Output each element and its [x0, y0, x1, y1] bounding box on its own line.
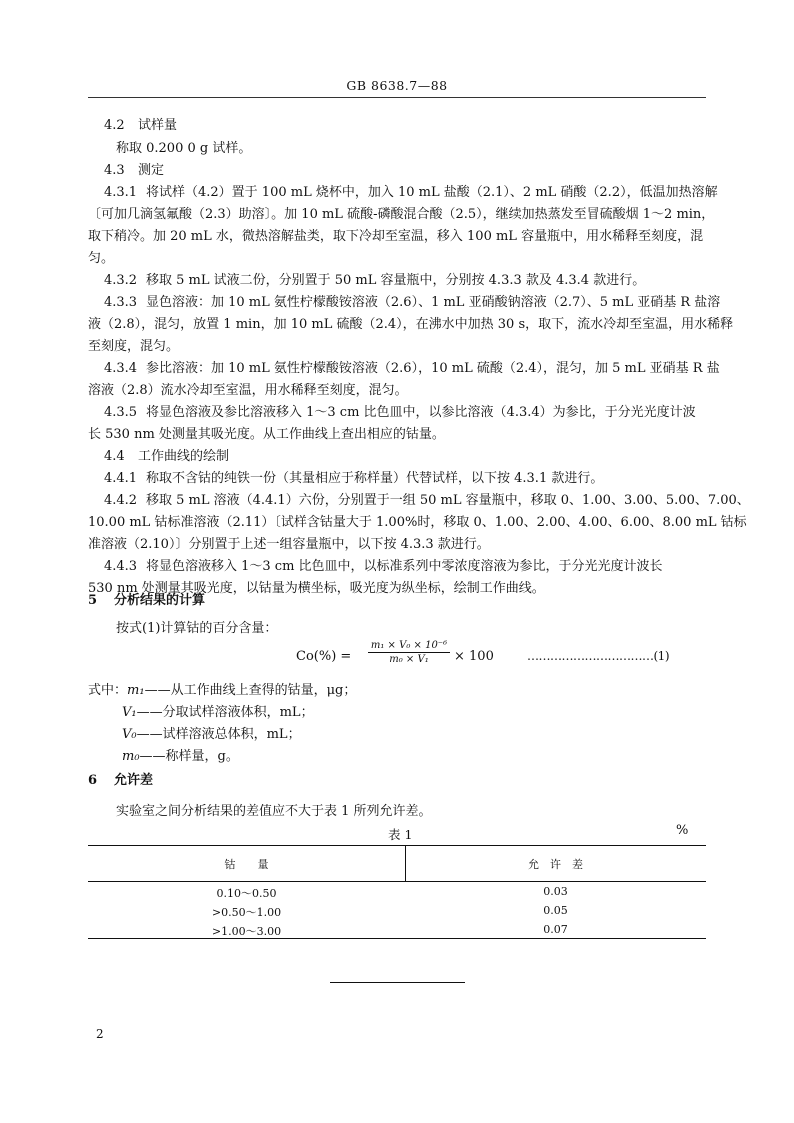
clause-num: 4.4.1 — [104, 471, 138, 486]
section-4-4-heading — [104, 448, 722, 465]
para-text: 将显色溶液及参比溶液移入 1～3 cm 比色皿中，以参比溶液（4.3.4）为参比，于分光光度计波 — [146, 405, 696, 420]
para-text: 移取 5 mL 试液二份，分别置于 50 mL 容量瓶中，分别按 4.3.3 款及 4.3.4 款进行。 — [146, 273, 646, 288]
section-title: 允许差 — [114, 773, 154, 788]
table-caption: 表 1 — [388, 827, 413, 842]
def-desc: ——试样溶液总体积，mL； — [136, 727, 301, 742]
equation-label: ……………………………(1) — [527, 649, 669, 663]
section-num: 4.2 — [104, 118, 125, 133]
table-cell: 0.03 — [543, 885, 568, 898]
def-desc: ——从工作曲线上查得的钴量，μg； — [144, 683, 357, 698]
clause-num: 4.4.3 — [104, 559, 138, 574]
equation-denominator: m₀ × V₁ — [389, 654, 429, 665]
table-header-cell: 钴 量 — [224, 858, 269, 871]
para-4-4-2-line — [104, 492, 750, 509]
para-4-4-2-line: 准溶液（2.10）〕分别置于上述一组容量瓶中，以下按 4.3.3 款进行。 — [88, 537, 490, 552]
running-header: GB 8638.7—88 — [346, 78, 448, 93]
where-label: 式中： — [88, 683, 128, 698]
para-4-3-5-line: 长 530 nm 处测量其吸光度。从工作曲线上查出相应的钴量。 — [88, 427, 445, 442]
para-4-3-3-line: 液（2.8），混匀，放置 1 min，加 10 mL 硫酸（2.4），在沸水中加热 30 s，取下，流水冷却至室温，用水稀释 — [88, 317, 734, 332]
tolerance-table — [88, 845, 706, 939]
para-4-3-2-line — [104, 272, 722, 289]
table-cell: >0.50～1.00 — [211, 906, 282, 919]
para-4-3-5-line — [104, 404, 722, 421]
clause-num: 4.3.5 — [104, 405, 138, 420]
section-title: 试样量 — [138, 118, 178, 133]
table-rule-top — [88, 845, 706, 846]
table-header-cell: 允 许 差 — [528, 858, 583, 871]
para-text: 移取 5 mL 溶液（4.4.1）六份，分别置于一组 50 mL 容量瓶中，移取 0、1.00、3.00、5.00、7.00、 — [146, 493, 750, 508]
section-4-3-heading — [104, 162, 722, 179]
para-4-3-1-line: 取下稍冷。加 20 mL 水，微热溶解盐类，取下冷却至室温，移入 100 mL 容量瓶中，用水稀释至刻度，混 — [88, 229, 704, 244]
para-4-4-3-line: 530 nm 处测量其吸光度，以钴量为横坐标，吸光度为纵坐标，绘制工作曲线。 — [88, 581, 545, 596]
para-4-3-1-line: 匀。 — [88, 251, 115, 266]
def-line — [122, 704, 740, 721]
def-symbol: V₁ — [122, 705, 137, 720]
para-4-4-3-line — [104, 558, 722, 575]
section-6-heading — [88, 772, 706, 789]
table-rule-mid — [88, 881, 706, 882]
para-4-3-4-line: 溶液（2.8）流水冷却至室温，用水稀释至刻度，混匀。 — [88, 383, 408, 398]
section-num: 6 — [88, 773, 98, 788]
para-text: 将显色溶液移入 1～3 cm 比色皿中，以标准系列中零浓度溶液为参比，于分光光度计波长 — [146, 559, 663, 574]
clause-num: 4.3.3 — [104, 295, 138, 310]
def-desc: ——分取试样溶液体积，mL； — [136, 705, 314, 720]
header-rule — [88, 97, 706, 98]
end-rule — [330, 982, 465, 983]
para-4-3-1-line: 〔可加几滴氢氟酸（2.3）助溶〕。加 10 mL 硫酸-磷酸混合酸（2.5），继续加热蒸发至冒硫酸烟 1～2 min， — [88, 207, 715, 222]
table-rule-bottom — [88, 938, 706, 939]
where-line — [88, 682, 706, 699]
table-cell: 0.07 — [543, 923, 568, 936]
def-desc: ——称样量，g。 — [139, 749, 239, 764]
para-4-4-1-line — [104, 470, 722, 487]
para-4-3-3-line — [104, 294, 722, 311]
clause-num: 4.3.4 — [104, 361, 138, 376]
def-symbol: V₀ — [122, 727, 137, 742]
def-line — [122, 748, 740, 765]
section-title: 分析结果的计算 — [114, 593, 206, 608]
para-4-3-4-line — [104, 360, 722, 377]
section-4-2-text: 称取 0.200 0 g 试样。 — [116, 141, 252, 156]
table-unit: % — [676, 823, 689, 838]
para-text: 称取不含钴的纯铁一份（其量相应于称样量）代替试样，以下按 4.3.1 款进行。 — [146, 471, 604, 486]
para-text: 参比溶液：加 10 mL 氨性柠檬酸铵溶液（2.6），10 mL 硫酸（2.4），混匀，加 5 mL 亚硝基 R 盐 — [146, 361, 720, 376]
clause-num: 4.4.2 — [104, 493, 138, 508]
def-line — [122, 726, 740, 743]
clause-num: 4.3.2 — [104, 273, 138, 288]
section-num: 4.3 — [104, 163, 125, 178]
table-cell: 0.05 — [543, 904, 568, 917]
section-title: 测定 — [138, 163, 165, 178]
equation-numerator: m₁ × V₀ × 10⁻⁶ — [368, 640, 450, 653]
para-text: 显色溶液：加 10 mL 氨性柠檬酸铵溶液（2.6）、1 mL 亚硝酸钠溶液（2.7）、5 mL 亚硝基 R 盐溶 — [146, 295, 721, 310]
section-4-2-heading — [104, 117, 722, 134]
para-4-3-1-line — [104, 184, 722, 201]
equation-lhs: Co(%) = — [296, 649, 352, 664]
section-5-intro: 按式(1)计算钴的百分含量： — [116, 621, 278, 636]
section-6-text: 实验室之间分析结果的差值应不大于表 1 所列允许差。 — [116, 804, 432, 819]
section-num: 4.4 — [104, 449, 125, 464]
section-title: 工作曲线的绘制 — [138, 449, 230, 464]
section-5-heading — [88, 592, 706, 609]
para-4-3-3-line: 至刻度，混匀。 — [88, 339, 180, 354]
clause-num: 4.3.1 — [104, 185, 138, 200]
para-4-4-2-line: 10.00 mL 钴标准溶液（2.11）〔试样含钴量大于 1.00%时，移取 0、1.00、2.00、4.00、6.00、8.00 mL 钴标 — [88, 515, 747, 530]
table-cell: 0.10～0.50 — [216, 887, 277, 900]
section-num: 5 — [88, 593, 98, 608]
table-cell: >1.00～3.00 — [211, 925, 282, 938]
para-text: 将试样（4.2）置于 100 mL 烧杯中，加入 10 mL 盐酸（2.1）、2 mL 硝酸（2.2），低温加热溶解 — [146, 185, 718, 200]
page-number: 2 — [96, 1027, 104, 1041]
def-symbol: m₁ — [127, 683, 145, 698]
def-symbol: m₀ — [122, 749, 140, 764]
equation-fraction — [368, 640, 450, 665]
equation-rhs: × 100 — [454, 649, 494, 664]
